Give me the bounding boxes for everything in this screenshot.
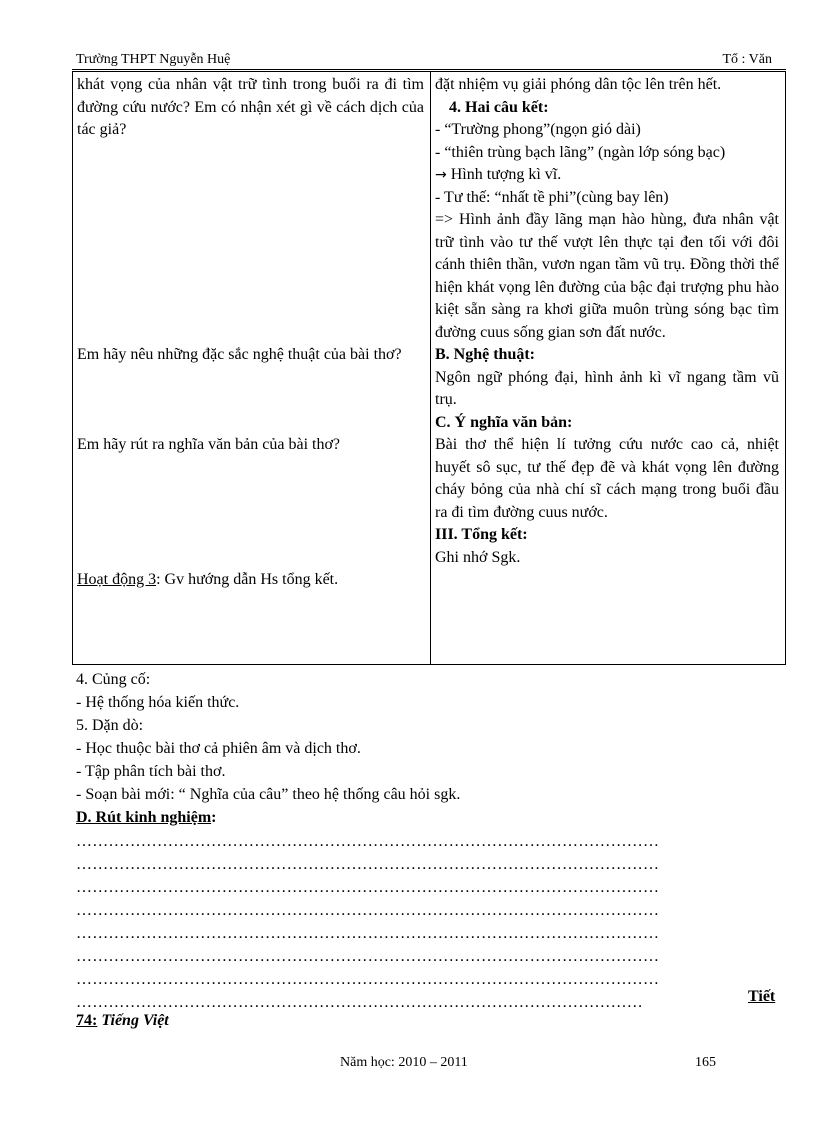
experience-dotted-lines [76,830,786,1014]
lesson-table [72,71,786,665]
bullet-image [435,164,779,187]
dotted-line: …………………………………………………………………………………………… [76,994,643,1011]
lesson-subject: Tiếng Việt [101,1012,169,1029]
content-line-1: đặt nhiệm vụ giải phóng dân tộc lên trên hết. [435,76,722,93]
content-column [431,72,786,665]
dotted-line: ……………………………………………………………………………………………… [76,902,660,919]
dotted-line: ……………………………………………………………………………………………… [76,856,660,873]
art-paragraph: Ngôn ngữ phóng đại, hình ảnh kì vĩ ngang tầm vũ trụ. [435,368,779,408]
teacher-questions-column [73,72,431,665]
bullet-thien-trung: - “thiên trùng bạch lãng” (ngàn lớp sóng bạc) [435,143,726,161]
experience-colon: : [211,809,217,826]
experience-heading [76,806,786,829]
question-aspiration: khát vọng của nhân vật trữ tình trong buổi ra đi tìm đường cứu nước? Em có nhận xét gì về cách dịch của tác giả? [77,76,424,138]
heading-summary: III. Tổng kết: [435,526,528,543]
summary-paragraph: Ghi nhớ Sgk. [435,548,521,566]
homework-heading: 5. Dặn dò: [76,717,144,734]
next-lesson-title [76,1012,169,1030]
homework-item-2: - Tập phân tích bài thơ. [76,763,226,780]
heading-art: B. Nghệ thuật: [435,346,536,363]
activity-3-text: : Gv hướng dẫn Hs tổng kết. [156,571,339,588]
question-art: Em hãy nêu những đặc sắc nghệ thuật của bài thơ? [77,346,402,363]
experience-label: D. Rút kinh nghiệm [76,809,212,826]
dotted-line: ……………………………………………………………………………………………… [76,925,660,942]
header-rule [72,69,786,70]
department-name: Tổ : Văn [722,52,772,67]
bullet-truong-phong: - “Trường phong”(ngọn gió dài) [435,121,641,138]
heading-meaning: C. Ý nghĩa văn bản: [435,413,573,431]
dotted-line: ……………………………………………………………………………………………… [76,971,660,988]
analysis-paragraph: => Hình ảnh đầy lãng mạn hào hùng, đưa nhân vật trữ tình vào tư thế vượt lên thực tại đen tối với đôi cánh thiên thần, vươn ngan tầm vũ trụ. Đồng thời thể hiện khát vọng lên đường của bậc đại trượng phu hào kiệt sẵn sàng ra khơi giữa muôn trùng sóng bạc tìm đường cuus sống gian sơn đất nước. [435,211,779,341]
dotted-line: ……………………………………………………………………………………………… [76,879,660,896]
consolidation-heading: 4. Củng cố: [76,671,151,688]
bullet-image-text: Hình tượng kì vĩ. [446,166,562,183]
bullet-posture: - Tư thế: “nhất tề phi”(cùng bay lên) [435,188,669,206]
question-meaning: Em hãy rút ra nghĩa văn bản của bài thơ? [77,436,341,453]
meaning-paragraph: Bài thơ thể hiện lí tưởng cứu nước cao cả, nhiệt huyết sô sục, tư thế đẹp đẽ và khát vọng lên đường cháy bỏng của nhà chí sĩ cách mạng trong buổi đầu ra đi tìm đường cuus nước. [435,436,779,521]
heading-two-final-lines: 4. Hai câu kết: [449,98,549,116]
dotted-line: ……………………………………………………………………………………………… [76,833,660,850]
next-lesson-label: Tiết [748,988,776,1005]
follow-up-section [76,668,786,829]
lesson-number: 74: [76,1012,98,1029]
arrow-right-icon: → [435,167,447,183]
activity-3-label: Hoạt động 3 [77,571,157,588]
activity-3 [77,569,424,592]
school-year: Năm học: 2010 – 2011 [340,1055,468,1070]
page-number: 165 [695,1055,716,1070]
school-name: Trường THPT Nguyễn Huệ [76,52,231,67]
homework-item-1: - Học thuộc bài thơ cả phiên âm và dịch thơ. [76,740,361,757]
consolidation-item: - Hệ thống hóa kiến thức. [76,694,240,711]
homework-item-3: - Soạn bài mới: “ Nghĩa của câu” theo hệ thống câu hỏi sgk. [76,786,461,803]
dotted-line: ……………………………………………………………………………………………… [76,948,660,965]
